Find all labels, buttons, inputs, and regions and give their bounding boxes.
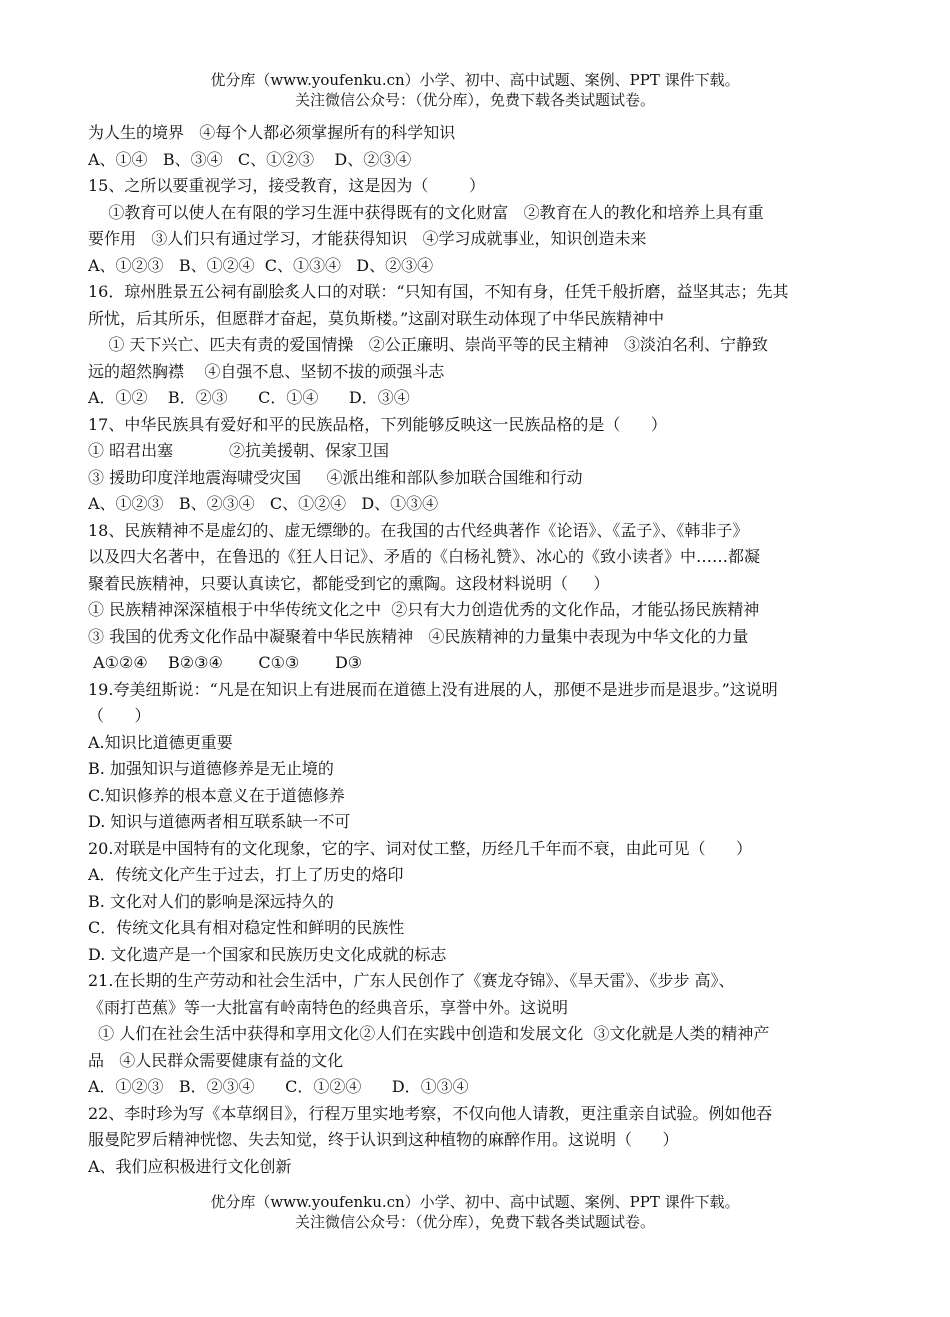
text-line: B. 加强知识与道德修养是无止境的: [88, 759, 334, 778]
page-footer: [0, 1192, 950, 1232]
text-line: A.知识比道德更重要: [88, 732, 233, 752]
question-19: 19.夸美纽斯说：“凡是在知识上有进展而在道德上没有进展的人，那便不是进步而是退步。”这说明: [88, 679, 778, 699]
text-line: D. 文化遗产是一个国家和民族历史文化成就的标志: [88, 944, 447, 964]
question-21: 21.在长期的生产劳动和社会生活中，广东人民创作了《赛龙夺锦》、《旱天雷》、《步步 高》、: [88, 971, 735, 990]
text-line: A．①② B．②③ C．①④ D．③④: [88, 388, 410, 407]
text-line: 为人生的境界 ④每个人都必须掌握所有的科学知识: [88, 123, 456, 142]
text-line: C.知识修养的根本意义在于道德修养: [88, 785, 345, 805]
footer-line-2: 关注微信公众号：（优分库），免费下载各类试题试卷。: [294, 1213, 655, 1231]
question-17: 17、中华民族具有爱好和平的民族品格，下列能够反映这一民族品格的是（ ）: [88, 414, 667, 434]
footer-line-1: 优分库（www.youfenku.cn）小学、初中、高中试题、案例、PPT 课件下载。: [210, 1193, 740, 1211]
question-15: 15、之所以要重视学习，接受教育，这是因为（ ）: [88, 176, 486, 195]
question-22: 22、李时珍为写《本草纲目》，行程万里实地考察，不仅向他人请教，更注重亲自试验。例如他吞: [88, 1103, 773, 1123]
text-line: 品 ④人民群众需要健康有益的文化: [88, 1050, 344, 1070]
text-line: 聚着民族精神，只要认真读它，都能受到它的熏陶。这段材料说明（ ）: [88, 573, 610, 593]
text-line: ① 民族精神深深植根于中华传统文化之中 ②只有大力创造优秀的文化作品，才能弘扬民族精神: [88, 600, 760, 619]
text-line: （ ）: [88, 706, 151, 725]
question-20: 20.对联是中国特有的文化现象，它的字、词对仗工整，历经几千年而不衰，由此可见（ ）: [88, 838, 752, 858]
text-line: A、我们应积极进行文化创新: [88, 1156, 292, 1176]
text-line: A、①④ B、③④ C、①②③ D、②③④: [88, 149, 412, 169]
header-line-2: 关注微信公众号：（优分库），免费下载各类试题试卷。: [294, 91, 655, 109]
text-line: 《雨打芭蕉》等一大批富有岭南特色的经典音乐，享誉中外。这说明: [88, 997, 569, 1017]
text-line: ③ 我国的优秀文化作品中凝聚着中华民族精神 ④民族精神的力量集中表现为中华文化的力量: [88, 626, 749, 646]
text-line: ① 天下兴亡、匹夫有责的爱国情操 ②公正廉明、崇尚平等的民主精神 ③淡泊名利、宁静致: [88, 335, 768, 354]
text-line: 服曼陀罗后精神恍惚、失去知觉，终于认识到这种植物的麻醉作用。这说明（ ）: [88, 1130, 679, 1149]
text-line: A、①②③ B、①②④ C、①③④ D、②③④: [88, 255, 434, 275]
text-line: ① 昭君出塞 ②抗美援朝、保家卫国: [88, 441, 390, 460]
text-line: 以及四大名著中，在鲁迅的《狂人日记》、矛盾的《白杨礼赞》、冰心的《致小读者》中……都凝: [88, 547, 761, 566]
text-line: 要作用 ③人们只有通过学习，才能获得知识 ④学习成就事业，知识创造未来: [88, 229, 647, 248]
text-line: B. 文化对人们的影响是深远持久的: [88, 891, 334, 911]
page-header: [0, 70, 950, 110]
text-line: ③ 援助印度洋地震海啸受灾国 ④派出维和部队参加联合国维和行动: [88, 467, 583, 487]
document-body: [88, 120, 868, 1180]
text-line: 所忧，后其所乐，但愿群才奋起，莫负斯楼。”这副对联生动体现了中华民族精神中: [88, 308, 665, 328]
text-line: A、①②③ B、②③④ C、①②④ D、①③④: [88, 494, 439, 513]
text-line: C．传统文化具有相对稳定性和鲜明的民族性: [88, 918, 405, 937]
text-line: ①教育可以使人在有限的学习生涯中获得既有的文化财富 ②教育在人的教化和培养上具有重: [88, 202, 764, 222]
question-16: 16．琼州胜景五公祠有副脍炙人口的对联：“只知有国，不知有身，任凭千般折磨，益坚其志；先其: [88, 282, 789, 301]
question-18: 18、民族精神不是虚幻的、虚无缥缈的。在我国的古代经典著作《论语》、《孟子》、《韩非子》: [88, 520, 749, 540]
text-line: 远的超然胸襟 ④自强不息、坚韧不拔的顽强斗志: [88, 361, 445, 381]
text-line: A①②④ B②③④ C①③ D③: [88, 653, 363, 672]
text-line: A．传统文化产生于过去，打上了历史的烙印: [88, 865, 404, 884]
text-line: A．①②③ B．②③④ C．①②④ D．①③④: [88, 1077, 469, 1096]
header-line-1: 优分库（www.youfenku.cn）小学、初中、高中试题、案例、PPT 课件下载。: [210, 71, 740, 89]
text-line: D. 知识与道德两者相互联系缺一不可: [88, 812, 351, 831]
text-line: ① 人们在社会生活中获得和享用文化②人们在实践中创造和发展文化 ③文化就是人类的精神产: [88, 1024, 770, 1043]
